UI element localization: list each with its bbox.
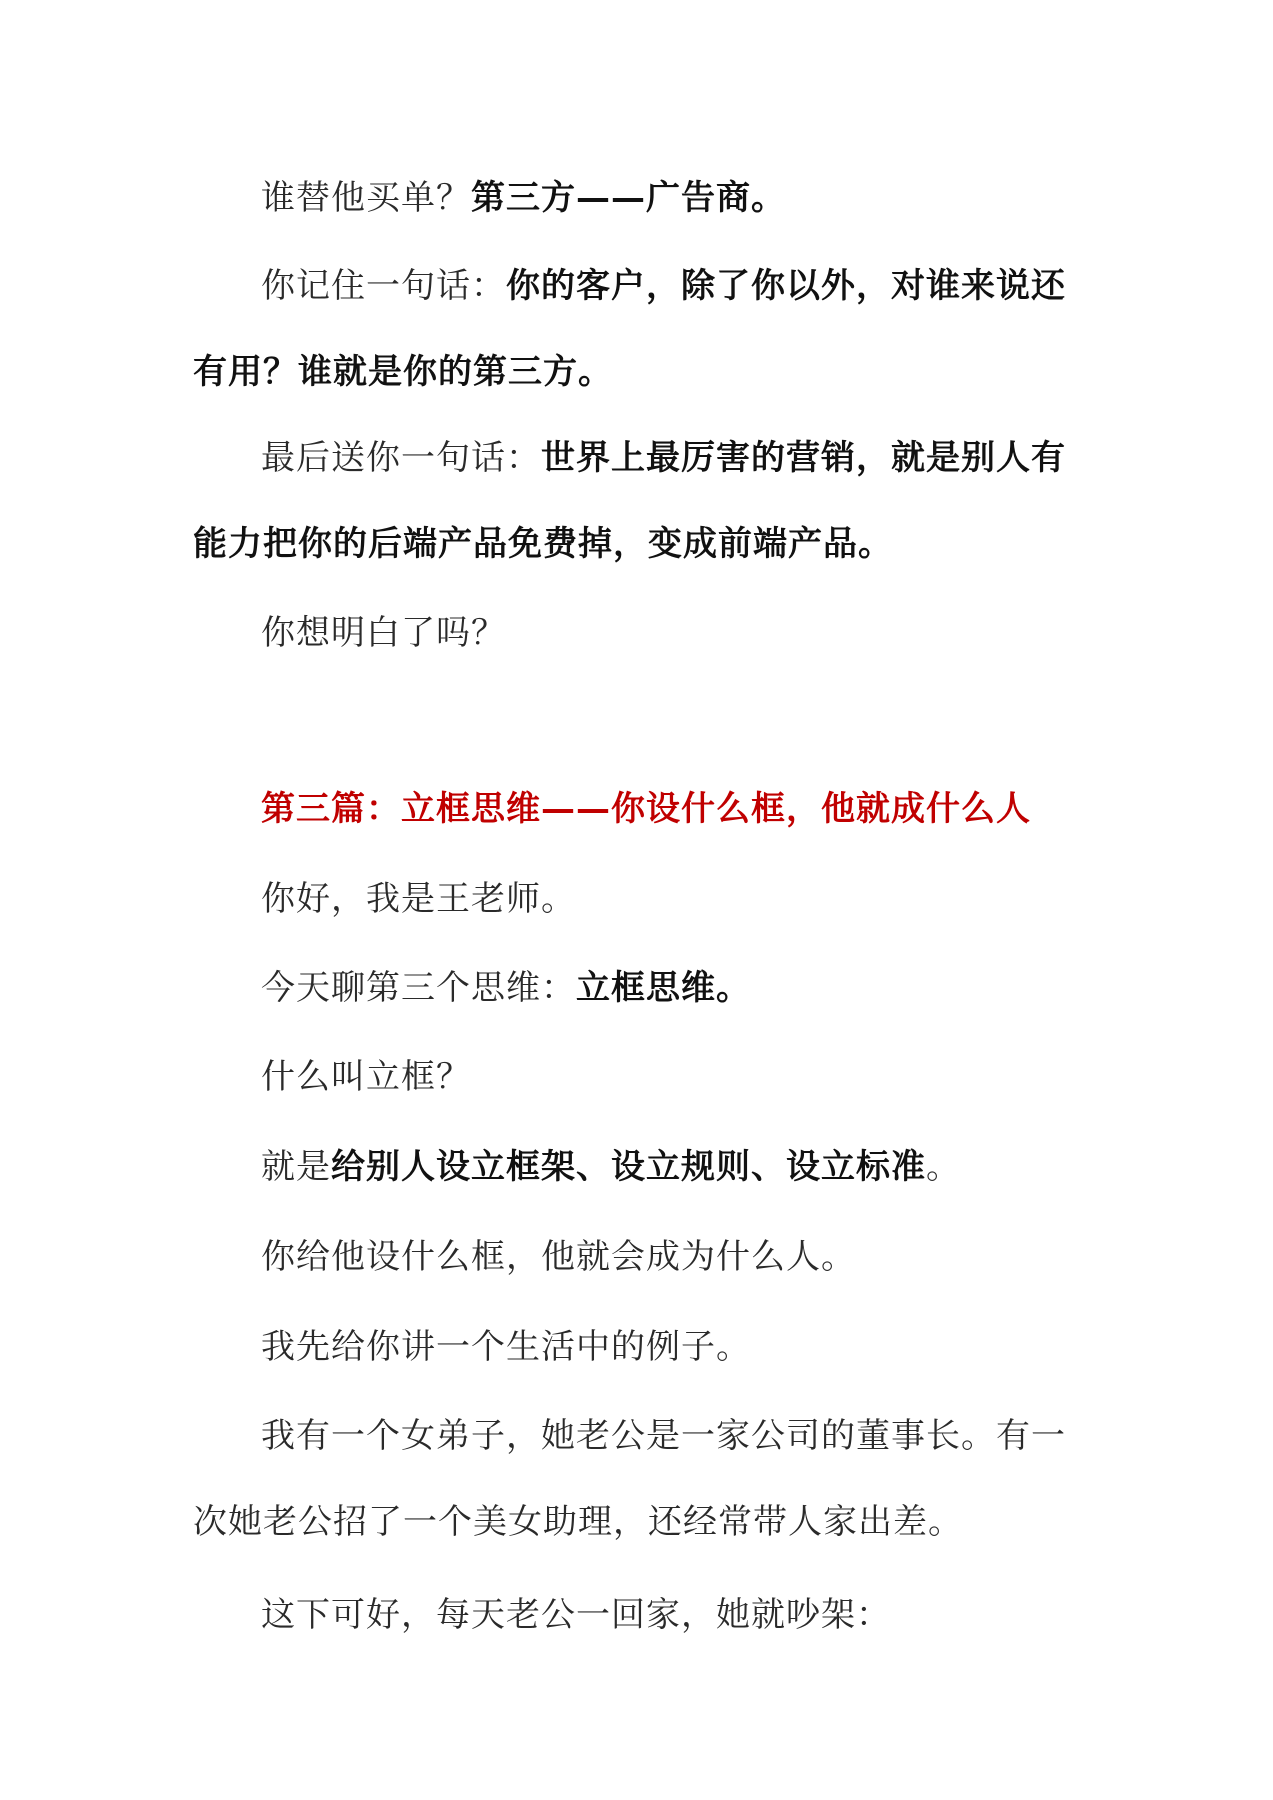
text-segment: 这下可好，每天老公一回家，她就吵架： — [261, 1595, 891, 1635]
text-segment-bold: 第三方——广告商。 — [471, 178, 786, 218]
text-segment: 我先给你讲一个生活中的例子。 — [261, 1327, 751, 1367]
paragraph-who-pays — [193, 155, 1093, 241]
paragraph-greeting — [193, 856, 1093, 942]
text-segment: 你记住一句话： — [261, 266, 506, 306]
text-segment-bold: 世界上最厉害的营销，就是别人有能力把你的后端产品免费掉，变成前端产品。 — [193, 438, 1066, 564]
text-segment: 你给他设什么框，他就会成为什么人。 — [261, 1237, 856, 1277]
text-segment: 什么叫立框？ — [261, 1057, 471, 1097]
paragraph-quarrel — [193, 1572, 1093, 1658]
text-segment: 今天聊第三个思维： — [261, 968, 576, 1008]
text-segment-bold: 立框思维。 — [576, 968, 751, 1008]
text-segment: 我有一个女弟子，她老公是一家公司的董事长。有一次她老公招了一个美女助理，还经常带人家出差。 — [193, 1416, 1066, 1542]
text-segment: 你想明白了吗？ — [261, 613, 506, 653]
text-segment: 就是 — [261, 1147, 331, 1187]
paragraph-what-is — [193, 1034, 1093, 1120]
text-segment-bold: 给别人设立框架、设立规则、设立标准 — [331, 1147, 926, 1187]
text-segment: 谁替他买单？ — [261, 178, 471, 218]
paragraph-final-words — [193, 415, 1093, 587]
text-segment-bold: 你的客户，除了你以外，对谁来说还有用？谁就是你的第三方。 — [193, 266, 1066, 392]
heading-text: 第三篇：立框思维——你设什么框，他就成什么人 — [261, 789, 1031, 829]
paragraph-definition — [193, 1124, 1093, 1210]
paragraph-frame — [193, 1214, 1093, 1300]
text-segment: 最后送你一句话： — [261, 438, 541, 478]
paragraph-remember — [193, 243, 1093, 415]
paragraph-example-intro — [193, 1304, 1093, 1390]
section-heading — [193, 766, 1093, 852]
text-segment: 。 — [926, 1147, 961, 1187]
paragraph-story — [193, 1393, 1093, 1565]
text-segment: 你好，我是王老师。 — [261, 879, 576, 919]
paragraph-topic — [193, 945, 1093, 1031]
paragraph-question — [193, 590, 1093, 676]
